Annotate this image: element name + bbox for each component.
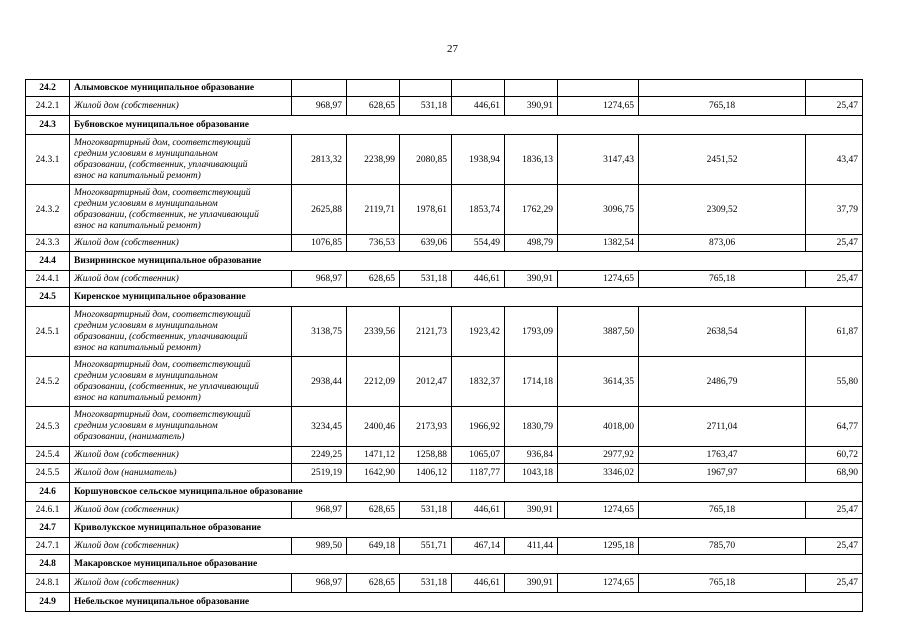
row-code: 24.8.1 xyxy=(26,574,70,593)
value-cell: 736,53 xyxy=(347,235,400,252)
value-cell: 25,47 xyxy=(806,235,863,252)
row-code: 24.7.1 xyxy=(26,538,70,555)
value-cell: 628,65 xyxy=(347,97,400,116)
row-code: 24.5.4 xyxy=(26,447,70,464)
table-row xyxy=(26,538,863,555)
value-cell: 446,61 xyxy=(452,574,505,593)
value-cell: 3147,43 xyxy=(558,135,639,185)
row-description: Жилой дом (наниматель) xyxy=(70,464,292,483)
table-row xyxy=(26,574,863,593)
value-cell: 1642,90 xyxy=(347,464,400,483)
row-description: Многоквартирный дом, соответствующий средним условиям в муниципальном образовании, (собственник, уплачивающий взнос на капитальный ремонт) xyxy=(70,307,292,357)
value-cell: 2813,32 xyxy=(292,135,347,185)
value-cell: 3887,50 xyxy=(558,307,639,357)
tariff-table xyxy=(25,79,863,612)
value-cell: 390,91 xyxy=(505,574,558,593)
value-cell: 765,18 xyxy=(639,574,806,593)
value-cell: 2121,73 xyxy=(400,307,452,357)
value-cell: 55,80 xyxy=(806,357,863,407)
value-cell: 1967,97 xyxy=(639,464,806,483)
value-cell: 25,47 xyxy=(806,502,863,519)
table-row xyxy=(26,447,863,464)
value-cell: 873,06 xyxy=(639,235,806,252)
section-name: Бубновское муниципальное образование xyxy=(70,116,863,135)
row-code: 24.5.1 xyxy=(26,307,70,357)
value-cell: 60,72 xyxy=(806,447,863,464)
value-cell: 390,91 xyxy=(505,502,558,519)
value-cell: 1830,79 xyxy=(505,407,558,447)
value-cell: 3346,02 xyxy=(558,464,639,483)
value-cell: 411,44 xyxy=(505,538,558,555)
value-cell: 3614,35 xyxy=(558,357,639,407)
value-cell: 61,87 xyxy=(806,307,863,357)
value-cell: 1762,29 xyxy=(505,185,558,235)
value-cell: 25,47 xyxy=(806,97,863,116)
value-cell: 1043,18 xyxy=(505,464,558,483)
value-cell: 765,18 xyxy=(639,97,806,116)
value-cell: 531,18 xyxy=(400,97,452,116)
value-cell: 2711,04 xyxy=(639,407,806,447)
table-row xyxy=(26,235,863,252)
value-cell: 1406,12 xyxy=(400,464,452,483)
value-cell: 25,47 xyxy=(806,574,863,593)
row-code: 24.5.5 xyxy=(26,464,70,483)
section-code: 24.6 xyxy=(26,483,70,502)
value-cell: 25,47 xyxy=(806,271,863,288)
value-cell: 1274,65 xyxy=(558,574,639,593)
value-cell: 25,47 xyxy=(806,538,863,555)
value-cell: 554,49 xyxy=(452,235,505,252)
value-cell: 785,70 xyxy=(639,538,806,555)
value-cell: 765,18 xyxy=(639,502,806,519)
table-row xyxy=(26,271,863,288)
value-cell: 968,97 xyxy=(292,502,347,519)
value-cell: 4018,00 xyxy=(558,407,639,447)
value-cell: 2638,54 xyxy=(639,307,806,357)
value-cell: 639,06 xyxy=(400,235,452,252)
value-cell: 628,65 xyxy=(347,574,400,593)
value-cell: 68,90 xyxy=(806,464,863,483)
value-cell: 1966,92 xyxy=(452,407,505,447)
value-cell: 2173,93 xyxy=(400,407,452,447)
value-cell: 1187,77 xyxy=(452,464,505,483)
value-cell: 936,84 xyxy=(505,447,558,464)
value-cell: 2238,99 xyxy=(347,135,400,185)
value-cell: 2309,52 xyxy=(639,185,806,235)
value-cell: 531,18 xyxy=(400,574,452,593)
value-cell: 551,71 xyxy=(400,538,452,555)
row-description: Жилой дом (собственник) xyxy=(70,235,292,252)
value-cell: 1065,07 xyxy=(452,447,505,464)
value-cell: 1853,74 xyxy=(452,185,505,235)
table-row xyxy=(26,464,863,483)
value-cell: 2012,47 xyxy=(400,357,452,407)
value-cell: 2625,88 xyxy=(292,185,347,235)
value-cell: 3138,75 xyxy=(292,307,347,357)
row-code: 24.3.1 xyxy=(26,135,70,185)
section-row xyxy=(26,555,863,574)
row-code: 24.3.3 xyxy=(26,235,70,252)
value-cell: 531,18 xyxy=(400,502,452,519)
section-code: 24.2 xyxy=(26,80,70,97)
value-cell: 628,65 xyxy=(347,271,400,288)
section-name: Алымовское муниципальное образование xyxy=(70,80,292,97)
value-cell: 968,97 xyxy=(292,97,347,116)
section-code: 24.7 xyxy=(26,519,70,538)
row-description: Жилой дом (собственник) xyxy=(70,447,292,464)
table-row xyxy=(26,135,863,185)
row-description: Жилой дом (собственник) xyxy=(70,538,292,555)
row-description: Жилой дом (собственник) xyxy=(70,271,292,288)
value-cell: 2400,46 xyxy=(347,407,400,447)
section-row xyxy=(26,483,863,502)
section-row xyxy=(26,80,863,97)
section-row xyxy=(26,519,863,538)
value-cell: 1923,42 xyxy=(452,307,505,357)
value-cell: 989,50 xyxy=(292,538,347,555)
section-name: Визирнинское муниципальное образование xyxy=(70,252,863,271)
table-row xyxy=(26,407,863,447)
value-cell: 390,91 xyxy=(505,97,558,116)
value-cell: 649,18 xyxy=(347,538,400,555)
value-cell: 2339,56 xyxy=(347,307,400,357)
value-cell: 2080,85 xyxy=(400,135,452,185)
value-cell: 467,14 xyxy=(452,538,505,555)
value-cell: 1295,18 xyxy=(558,538,639,555)
row-description: Многоквартирный дом, соответствующий средним условиям в муниципальном образовании, (собственник, не уплачивающий взнос на капитальный ремонт) xyxy=(70,185,292,235)
value-cell: 1938,94 xyxy=(452,135,505,185)
section-row xyxy=(26,593,863,612)
row-description: Жилой дом (собственник) xyxy=(70,574,292,593)
section-name: Киренское муниципальное образование xyxy=(70,288,863,307)
section-name: Макаровское муниципальное образование xyxy=(70,555,863,574)
section-code: 24.8 xyxy=(26,555,70,574)
table-row xyxy=(26,185,863,235)
value-cell: 1763,47 xyxy=(639,447,806,464)
value-cell: 2212,09 xyxy=(347,357,400,407)
row-code: 24.6.1 xyxy=(26,502,70,519)
row-description: Жилой дом (собственник) xyxy=(70,502,292,519)
value-cell: 3096,75 xyxy=(558,185,639,235)
page-number: 27 xyxy=(447,43,458,55)
value-cell: 1714,18 xyxy=(505,357,558,407)
value-cell: 498,79 xyxy=(505,235,558,252)
value-cell: 1382,54 xyxy=(558,235,639,252)
value-cell: 628,65 xyxy=(347,502,400,519)
value-cell: 2977,92 xyxy=(558,447,639,464)
row-description: Многоквартирный дом, соответствующий средним условиям в муниципальном образовании, (собственник, не уплачивающий взнос на капитальный ремонт) xyxy=(70,357,292,407)
value-cell: 531,18 xyxy=(400,271,452,288)
row-code: 24.5.3 xyxy=(26,407,70,447)
table-row xyxy=(26,357,863,407)
section-code: 24.3 xyxy=(26,116,70,135)
value-cell: 37,79 xyxy=(806,185,863,235)
row-code: 24.3.2 xyxy=(26,185,70,235)
value-cell: 2119,71 xyxy=(347,185,400,235)
section-row xyxy=(26,288,863,307)
section-code: 24.9 xyxy=(26,593,70,612)
value-cell: 2451,52 xyxy=(639,135,806,185)
section-name: Небельское муниципальное образование xyxy=(70,593,863,612)
value-cell: 2938,44 xyxy=(292,357,347,407)
value-cell: 2519,19 xyxy=(292,464,347,483)
value-cell: 1258,88 xyxy=(400,447,452,464)
value-cell: 1274,65 xyxy=(558,502,639,519)
value-cell: 390,91 xyxy=(505,271,558,288)
value-cell: 3234,45 xyxy=(292,407,347,447)
value-cell: 1471,12 xyxy=(347,447,400,464)
value-cell: 1793,09 xyxy=(505,307,558,357)
value-cell: 765,18 xyxy=(639,271,806,288)
table-row xyxy=(26,502,863,519)
value-cell: 1274,65 xyxy=(558,97,639,116)
value-cell: 64,77 xyxy=(806,407,863,447)
value-cell: 2486,79 xyxy=(639,357,806,407)
value-cell: 1832,37 xyxy=(452,357,505,407)
value-cell: 446,61 xyxy=(452,271,505,288)
table-body xyxy=(26,80,863,612)
section-row xyxy=(26,252,863,271)
value-cell: 1836,13 xyxy=(505,135,558,185)
section-name: Криволукское муниципальное образование xyxy=(70,519,863,538)
row-code: 24.4.1 xyxy=(26,271,70,288)
value-cell: 1274,65 xyxy=(558,271,639,288)
section-row xyxy=(26,116,863,135)
value-cell: 446,61 xyxy=(452,97,505,116)
value-cell: 43,47 xyxy=(806,135,863,185)
table-row xyxy=(26,97,863,116)
value-cell: 968,97 xyxy=(292,271,347,288)
row-description: Жилой дом (собственник) xyxy=(70,97,292,116)
value-cell: 446,61 xyxy=(452,502,505,519)
row-code: 24.5.2 xyxy=(26,357,70,407)
value-cell: 1978,61 xyxy=(400,185,452,235)
value-cell: 1076,85 xyxy=(292,235,347,252)
section-code: 24.4 xyxy=(26,252,70,271)
table-row xyxy=(26,307,863,357)
value-cell: 968,97 xyxy=(292,574,347,593)
row-code: 24.2.1 xyxy=(26,97,70,116)
section-name: Коршуновское сельское муниципальное образование xyxy=(70,483,863,502)
section-code: 24.5 xyxy=(26,288,70,307)
row-description: Многоквартирный дом, соответствующий средним условиям в муниципальном образовании, (собственник, уплачивающий взнос на капитальный ремонт) xyxy=(70,135,292,185)
value-cell: 2249,25 xyxy=(292,447,347,464)
row-description: Многоквартирный дом, соответствующий средним условиям в муниципальном образовании, (наниматель) xyxy=(70,407,292,447)
